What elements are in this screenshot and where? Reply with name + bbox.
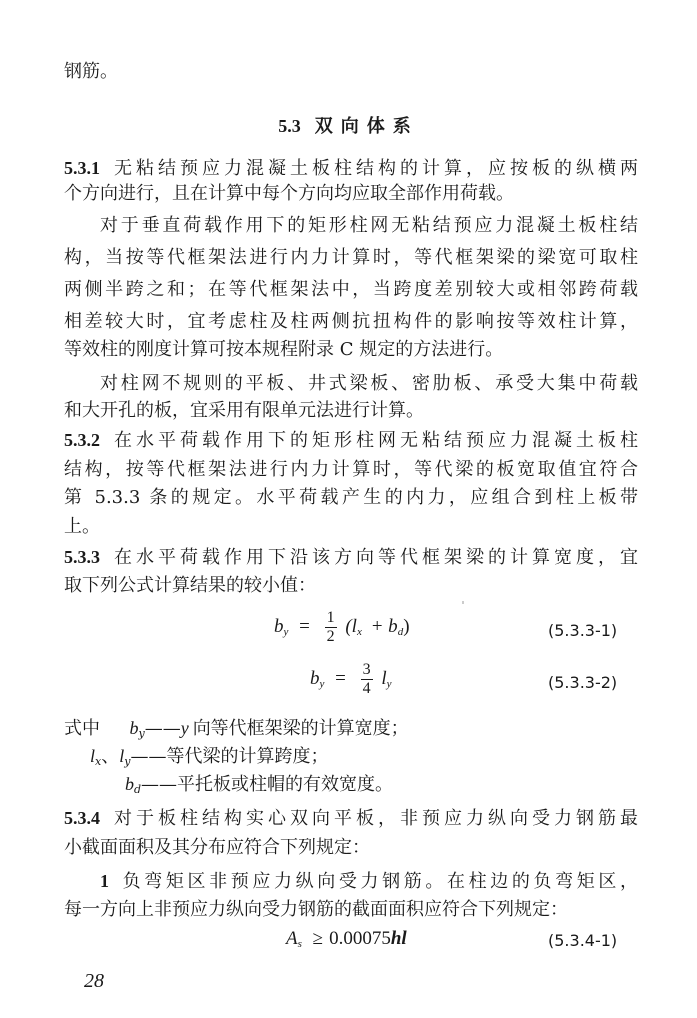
formula-5-3-4-1: $A_s \ge 0.00075hl$	[286, 928, 407, 950]
definition-2: $l_x$、$l_y——$等代梁的计算跨度；	[90, 746, 329, 768]
clause-text: 对于板柱结构实心双向平板，非预应力纵向受力钢筋最	[110, 808, 638, 829]
text-line: 对柱网不规则的平板、井式梁板、密肋板、承受大集中荷载	[100, 373, 638, 394]
formula-label: (5.3.4-1)	[548, 931, 618, 950]
text-line: 两侧半跨之和；在等代框架法中，当跨度差别较大或相邻跨荷载	[64, 279, 638, 300]
definition-1: 式中 $b_y——y$ 向等代框架梁的计算宽度；	[64, 718, 409, 740]
text-line: 第 5.3.3 条的规定。水平荷载产生的内力，应组合到柱上板带	[64, 487, 638, 508]
clause-number: 5.3.2	[64, 430, 100, 450]
formula-5-3-3-1: $b_y$ = $\frac{1}{2}$ $(l_x + b_d)$	[274, 609, 410, 645]
item-number: 1	[100, 871, 109, 891]
text-line: 和大开孔的板，宜采用有限单元法进行计算。	[64, 400, 424, 421]
text-line: 相差较大时，宜考虑柱及柱两侧抗扭构件的影响按等效柱计算，	[64, 311, 638, 332]
text-line: 小截面面积及其分布应符合下列规定：	[64, 837, 370, 858]
clause-text: 在水平荷载作用下沿该方向等代框架梁的计算宽度，宜	[110, 547, 638, 568]
item-1-line-1	[100, 869, 638, 894]
text-line: 取下列公式计算结果的较小值：	[64, 575, 316, 596]
text-line: 等效柱的刚度计算可按本规程附录 C 规定的方法进行。	[64, 339, 504, 360]
clause-text: 在水平荷载作用下的矩形柱网无粘结预应力混凝土板柱	[110, 430, 638, 451]
clause-text: 无粘结预应力混凝土板柱结构的计算，应按板的纵横两	[110, 158, 638, 179]
clause-number: 5.3.1	[64, 158, 100, 178]
text-line: 构，当按等代框架法进行内力计算时，等代框架梁的梁宽可取柱	[64, 247, 638, 268]
definition-3: $b_d——$平托板或柱帽的有效宽度。	[125, 774, 394, 796]
clause-number: 5.3.3	[64, 547, 100, 567]
text-line: 对于垂直荷载作用下的矩形柱网无粘结预应力混凝土板柱结	[100, 215, 638, 236]
item-text: 负弯矩区非预应力纵向受力钢筋。在柱边的负弯矩区，	[119, 871, 638, 892]
formula-5-3-3-2: $b_y$ = $\frac{3}{4}$ $l_y$	[310, 661, 392, 697]
scan-speck	[462, 601, 464, 604]
clause-5-3-3-line-1	[64, 545, 638, 570]
page-number: 28	[84, 970, 104, 992]
text-line: 上。	[64, 516, 100, 537]
clause-5-3-4-line-1	[64, 806, 638, 831]
formula-label: (5.3.3-2)	[548, 673, 618, 692]
section-number: 5.3	[278, 116, 301, 136]
text-line: 个方向进行，且在计算中每个方向均应取全部作用荷载。	[64, 183, 514, 204]
formula-label: (5.3.3-1)	[548, 621, 618, 640]
section-heading	[0, 112, 697, 138]
clause-number: 5.3.4	[64, 808, 100, 828]
fraction: $\frac{3}{4}$	[362, 661, 371, 697]
clause-5-3-2-line-1	[64, 428, 638, 453]
section-title: 双向体系	[314, 116, 419, 137]
clause-5-3-1-line-1	[64, 156, 638, 181]
fraction: $\frac{1}{2}$	[326, 609, 335, 645]
text-line: 结构，按等代框架法进行内力计算时，等代梁的板宽取值宜符合	[64, 459, 638, 480]
text-line: 钢筋。	[64, 61, 118, 82]
text-line: 每一方向上非预应力纵向受力钢筋的截面面积应符合下列规定：	[64, 899, 568, 920]
